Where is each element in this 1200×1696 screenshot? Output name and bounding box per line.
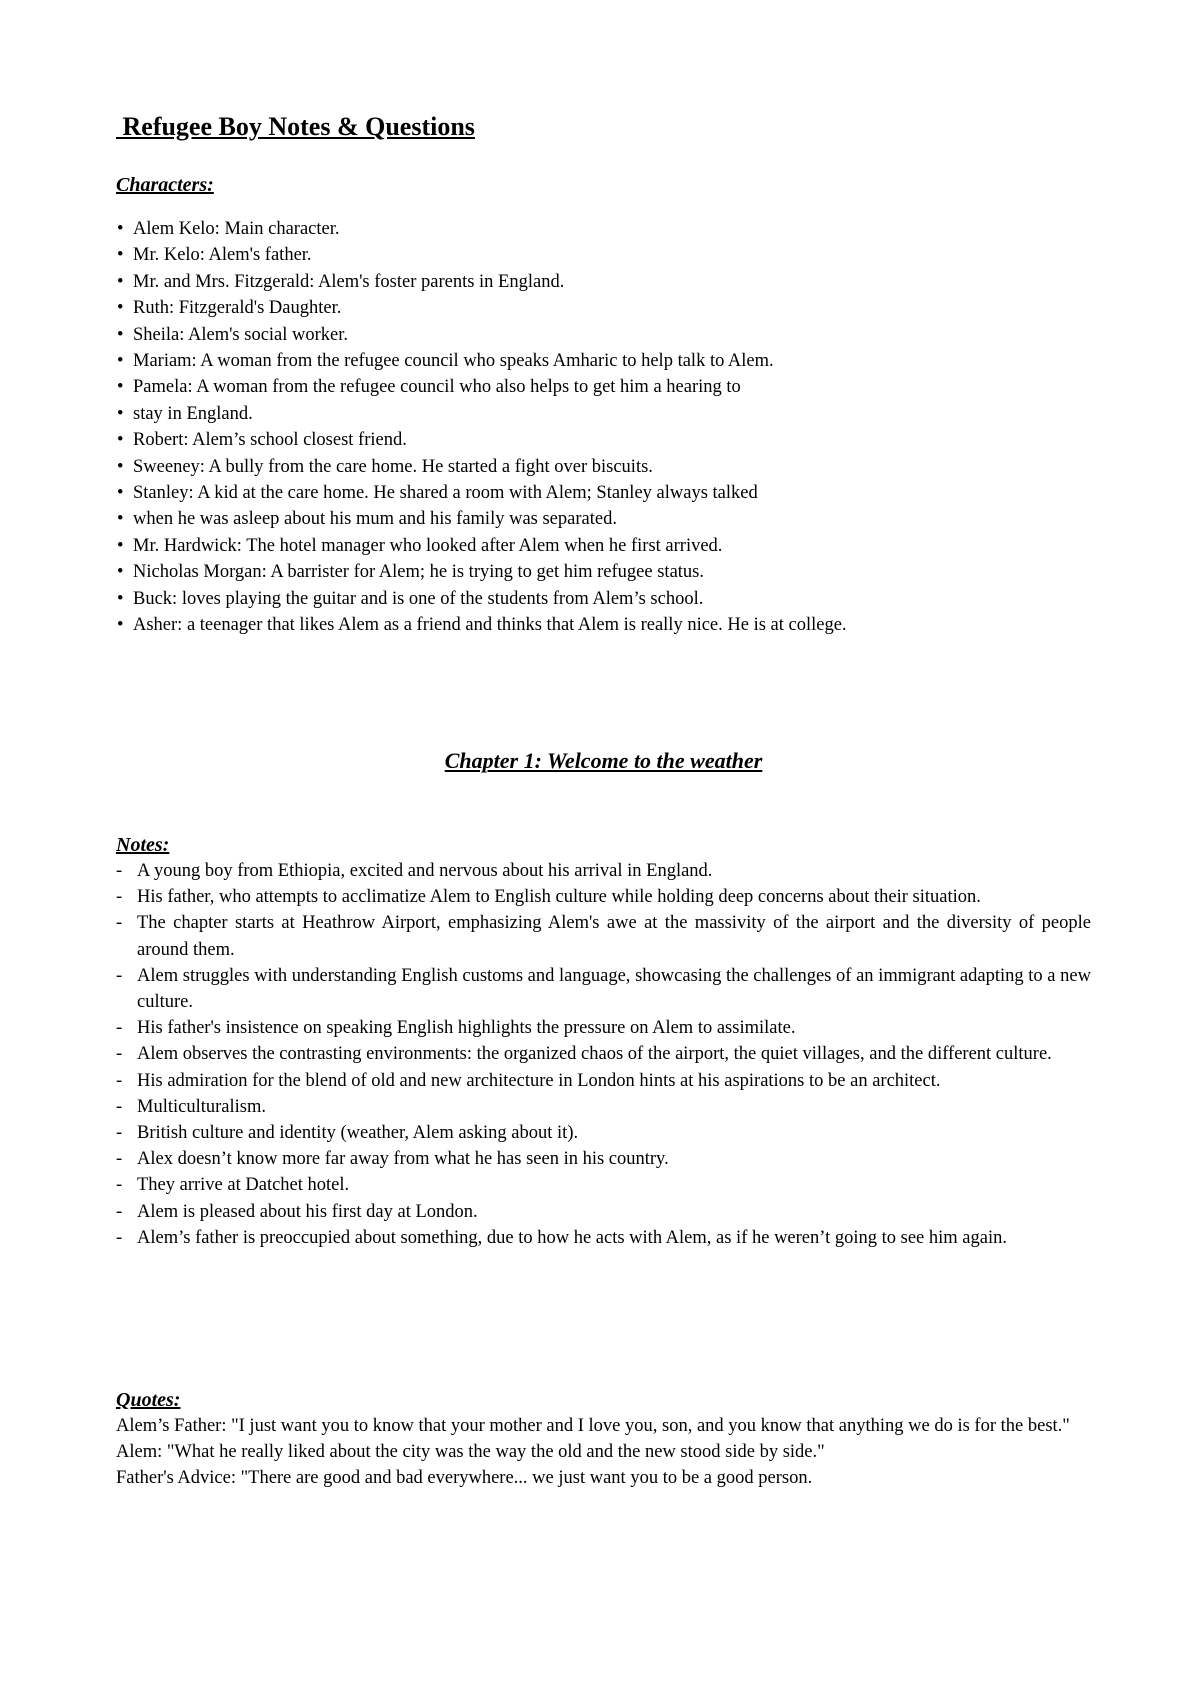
- character-item: • Ruth: Fitzgerald's Daughter.: [116, 295, 1091, 321]
- character-item: • Mariam: A woman from the refugee council who speaks Amharic to help talk to Alem.: [116, 348, 1091, 374]
- note-item: - Alem’s father is preoccupied about something, due to how he acts with Alem, as if he weren’t going to see him again.: [116, 1225, 1091, 1251]
- note-item: - A young boy from Ethiopia, excited and nervous about his arrival in England.: [116, 858, 1091, 884]
- note-item: - His father, who attempts to acclimatize Alem to English culture while holding deep concerns about their situation.: [116, 884, 1091, 910]
- character-item: • Mr. Hardwick: The hotel manager who looked after Alem when he first arrived.: [116, 533, 1091, 559]
- character-item: • when he was asleep about his mum and his family was separated.: [116, 506, 1091, 532]
- note-item: - Alem struggles with understanding English customs and language, showcasing the challenges of an immigrant adapting to a new culture.: [116, 963, 1091, 1015]
- note-item: - His father's insistence on speaking English highlights the pressure on Alem to assimilate.: [116, 1015, 1091, 1041]
- characters-section: [116, 172, 1091, 639]
- document-title: Refugee Boy Notes & Questions: [116, 112, 475, 141]
- character-item: • Asher: a teenager that likes Alem as a friend and thinks that Alem is really nice. He is at college.: [116, 612, 1091, 638]
- note-item: - The chapter starts at Heathrow Airport, emphasizing Alem's awe at the massivity of the airport and the diversity of people around them.: [116, 910, 1091, 962]
- character-item: • Sheila: Alem's social worker.: [116, 322, 1091, 348]
- chapter-heading: Chapter 1: Welcome to the weather: [444, 748, 763, 773]
- quote-item: Alem: "What he really liked about the city was the way the old and the new stood side by side.": [116, 1442, 825, 1463]
- character-item: • Stanley: A kid at the care home. He shared a room with Alem; Stanley always talked: [116, 480, 1091, 506]
- quotes-section: [116, 1387, 1091, 1492]
- quote-item: Father's Advice: "There are good and bad everywhere... we just want you to be a good person.: [116, 1468, 813, 1489]
- note-item: - British culture and identity (weather, Alem asking about it).: [116, 1120, 1091, 1146]
- notes-list: [116, 858, 1091, 1251]
- note-item: - Alem observes the contrasting environments: the organized chaos of the airport, the quiet villages, and the different culture.: [116, 1041, 1091, 1067]
- characters-label: Characters:: [116, 174, 214, 196]
- character-item: • Robert: Alem’s school closest friend.: [116, 427, 1091, 453]
- notes-label: Notes:: [116, 834, 170, 856]
- note-item: - His admiration for the blend of old and new architecture in London hints at his aspirations to be an architect.: [116, 1068, 1091, 1094]
- character-item: • Buck: loves playing the guitar and is one of the students from Alem’s school.: [116, 586, 1091, 612]
- character-item: • Pamela: A woman from the refugee council who also helps to get him a hearing to: [116, 374, 1091, 400]
- character-item: • Sweeney: A bully from the care home. He started a fight over biscuits.: [116, 454, 1091, 480]
- note-item: - They arrive at Datchet hotel.: [116, 1172, 1091, 1198]
- character-item: • stay in England.: [116, 401, 1091, 427]
- character-item: • Nicholas Morgan: A barrister for Alem; he is trying to get him refugee status.: [116, 559, 1091, 585]
- quote-item: Alem’s Father: "I just want you to know that your mother and I love you, son, and you know that anything we do is for the best.": [116, 1416, 1070, 1436]
- note-item: - Multiculturalism.: [116, 1094, 1091, 1120]
- note-item: - Alem is pleased about his first day at London.: [116, 1199, 1091, 1225]
- quotes-label: Quotes:: [116, 1389, 181, 1411]
- characters-list: [116, 216, 1091, 639]
- character-item: • Mr. Kelo: Alem's father.: [116, 242, 1091, 268]
- note-item: - Alex doesn’t know more far away from what he has seen in his country.: [116, 1146, 1091, 1172]
- character-item: • Mr. and Mrs. Fitzgerald: Alem's foster parents in England.: [116, 269, 1091, 295]
- document-page: [116, 0, 1091, 1696]
- notes-section: [116, 832, 1091, 1251]
- character-item: • Alem Kelo: Main character.: [116, 216, 1091, 242]
